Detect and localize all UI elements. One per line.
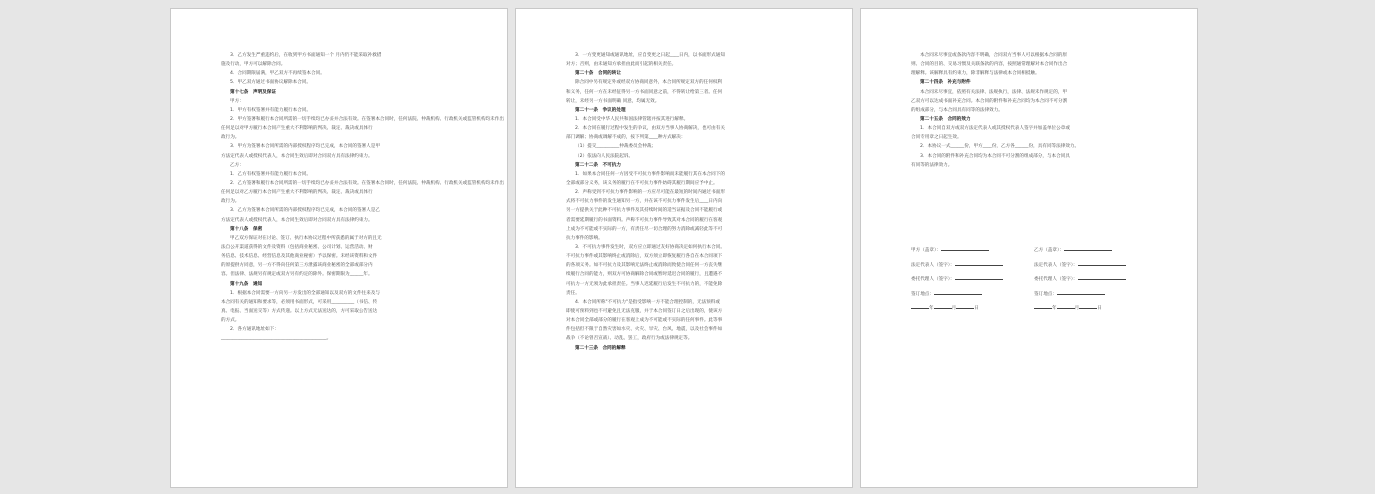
paragraph-line: 战争（不论曾否宣战）、动乱、罢工，政府行为或法律规定等。 (566, 336, 693, 342)
party-a-seal-label: 甲方（盖章）： (911, 248, 941, 253)
paragraph-line: （1）提交__________仲裁委员会仲裁； (575, 144, 657, 150)
paragraph-line: 部门调解；协商或调解不成的，按下列第____种方式解决： (566, 135, 686, 141)
paragraph-line: 法自公开渠道获得的文件及资料（包括商业秘密、公司计划、运营活动、财 (221, 244, 373, 250)
paragraph-line: 的方式。 (221, 318, 240, 324)
paragraph-line: 不可抗力事件或其影响终止或消除后，双方须立即恢复履行各自在本合同项下 (566, 254, 723, 260)
article-heading: 第二十条 合同的转让 (575, 71, 621, 77)
paragraph-line: 3．乙方发生严重违约后，在收到甲方书面通知一个 月内仍不能采取补救措 (230, 53, 382, 58)
paragraph-line: 政行为。 (221, 135, 240, 141)
paragraph-line: 件包括但不限于自然灾害如水灾、火灾、旱灾、台风、地震，以及社会事件如 (566, 327, 723, 333)
paragraph-line: 务信息、技术信息、经营信息及其他商业秘密）予以保密。未经该资料和文件 (221, 254, 378, 260)
paragraph-line: 1．如果本合同任何一方因受不可抗力事件影响而未能履行其在本合同下的 (575, 171, 725, 177)
paragraph-line: 理解释。该解释具有约束力，除非解释与法律或本合同相抵触。 (911, 71, 1040, 77)
article-heading: 第二十三条 合同的解释 (575, 345, 626, 351)
paragraph-line: 即使可预料到也不可避免且无法克服，并于本合同签订日之后出现的，使该方 (566, 308, 723, 314)
paragraph-line: 任何足以对乙方履行本合同产生重大不利影响的判决、裁定、裁决或具体行 (221, 190, 373, 196)
paragraph-line: 续履行合同的能力，则双方可协商解除合同或暂时延迟合同的履行，且遭遇不 (566, 272, 723, 278)
paragraph-line: 另一方提供关于此种不可抗力事件及其持续时间的适当证据及合同不能履行或 (566, 208, 723, 214)
paragraph-line: 2．各方通讯地址如下： (230, 327, 279, 333)
date-year-label: 年 (929, 306, 934, 312)
paragraph-line: 合同专用章之日起生效。 (911, 135, 962, 141)
paragraph-line: 抗力事件的影响。 (566, 235, 603, 241)
paragraph-line: 3．一方变更通知或通讯地址，应自变更之日起____日内，以书面形式通知 (575, 53, 725, 58)
article-heading: 第十九条 通知 (230, 281, 263, 287)
paragraph-line: 对本合同全部或部分的履行在客观上成为不可能或不实际的任何事件。此等事 (566, 318, 723, 324)
paragraph-line: 甲方： (230, 98, 244, 104)
date-month-label: 月 (1074, 306, 1080, 312)
paragraph-line: 乙双方可以达成书面补充合同。本合同的附件和补充合同均为本合同不可分割 (911, 98, 1068, 104)
document-page-2 (515, 8, 853, 488)
paragraph-line: 4．本合同所称"不可抗力"是指受影响一方不能合理控制的，无法预料或 (575, 299, 720, 305)
article-heading: 第十七条 声明及保证 (230, 89, 276, 95)
party-b-seal-label: 乙方（盖章）： (1034, 248, 1064, 253)
paragraph-line: 3．甲方为签署本合同所需的内部授权程序均已完成，本合同的签署人是甲 (230, 144, 380, 150)
page-3-body (911, 51, 1149, 170)
party-b-place-label: 签订地点： (1034, 291, 1057, 297)
paragraph-line: 除合同中另有规定外或经双方协商同意外，本合同所规定双方的任何权利 (575, 80, 723, 86)
paragraph-line: 1．本合同自双方或双方法定代表人或其授权代表人签字并加盖单位公章或 (920, 126, 1070, 132)
paragraph-line: 者需要延期履行的书面资料。声称不可抗力事件导致其对本合同的履行在客观 (566, 217, 723, 223)
paragraph-line: 3．不可抗力事件发生时，双方应立即通过友好协商决定如何执行本合同。 (575, 244, 725, 250)
paragraph-line: 方法定代表人或授权代表人，本合同生效后即对合同双方具有法律约束力。 (221, 217, 373, 223)
paragraph-line: 2．甲方签署和履行本合同所需的一切手续均已办妥并合法有效。在签署本合同时，任何法院、仲裁机构、行政机关或监管机构均未作出 (230, 116, 504, 122)
paragraph-line: 1．乙方有权签署并有能力履行本合同。 (230, 171, 312, 177)
page-2-body (566, 51, 804, 353)
paragraph-line: 2．乙方签署和履行本合同所需的一切手续均已办妥并合法有效。在签署本合同时，任何法院、仲裁机构、行政机关或监管机构均未作出 (230, 180, 504, 186)
paragraph-line: 2．本合同在履行过程中发生的争议，由双方当事人协商解决，也可由有关 (575, 126, 725, 132)
date-row (911, 302, 1157, 317)
paragraph-line: 有同等的法律效力。 (911, 162, 953, 168)
signature-row (911, 244, 1157, 259)
signature-row (911, 273, 1157, 288)
paragraph-line: 本合同未尽事宜，依照有关法律、法规执行，法律、法规未作规定的，甲 (920, 89, 1068, 95)
paragraph-line: 2．本协议一式______份，甲方____份，乙方各______份，具有同等法律效力。 (920, 144, 1080, 150)
page-1-body (221, 51, 504, 344)
article-heading: 第二十五条 合同的效力 (920, 116, 971, 122)
paragraph-line: 和义务，任何一方在未经征得另一方书面同意之前，不得转让给第三者。任何 (566, 89, 723, 95)
paragraph-line: 3．乙方为签署本合同所需的内部授权程序均已完成，本合同的签署人是乙 (230, 208, 380, 214)
document-page-1 (170, 8, 508, 488)
paragraph-line: 真、电报、当面送交等）方式传递。以上方式无法送达的，方可采取公告送达 (221, 308, 378, 314)
paragraph-line: 1．根据本合同需要一方向另一方发出的全部通知以及双方的文件往来及与 (230, 290, 380, 296)
paragraph-line: 则、合同的目的、交易习惯及关联条款的内容，按照通常理解对本合同作出合 (911, 62, 1068, 68)
party-a-agent-label: 委托代理人（签字）： (911, 277, 955, 283)
date-day-label: 日 (974, 306, 979, 312)
paragraph-line: 责任。 (566, 290, 580, 296)
article-heading: 第二十二条 不可抗力 (575, 162, 621, 168)
paragraph-line: 本合同有关的通知和要求等，必须用书面形式，可采用__________（书信、传 (221, 299, 378, 305)
paragraph-line: 方法定代表人或授权代表人，本合同生效后即对合同双方具有法律约束力。 (221, 153, 373, 159)
paragraph-line: 2．声称受到不可抗力事件影响的一方应尽可能在最短的时间内通过书面形 (575, 190, 725, 196)
paragraph-line: 式将不可抗力事件的发生通知另一方，并在该不可抗力事件发生后____日内向 (566, 199, 723, 205)
paragraph-line: 的各项义务。如不可抗力及其影响无法终止或消除而致使合同任何一方丧失继 (566, 263, 723, 269)
party-b-rep-label: 法定代表人（签字）： (1034, 262, 1078, 268)
paragraph-line: 本合同未尽事宜或条款内容不明确，合同双方当事人可以根据本合同的原 (920, 53, 1068, 58)
party-a-place-label: 签订地点： (911, 291, 934, 297)
paragraph-line: 任何足以对甲方履行本合同产生重大不利影响的判决、裁定、裁决或具体行 (221, 126, 373, 132)
party-a-rep-label: 法定代表人（签字）： (911, 262, 955, 268)
article-heading: 第十八条 保密 (230, 226, 263, 232)
signature-row (911, 288, 1157, 303)
paragraph-line: 1．甲方有权签署并有能力履行本合同。 (230, 107, 312, 113)
paragraph-line: 4．合同期限届满，甲乙双方不再续签本合同。 (230, 71, 325, 77)
paragraph-line: 甲乙双方保证对在讨论、签订、执行本协议过程中所获悉的属于对方的且无 (230, 235, 382, 241)
paragraph-line: 施及行动，甲方可以解除合同。 (221, 62, 286, 68)
paragraph-line: 的原提供方同意，另一方不得向任何第三方泄露该商业秘密的全部或部分内 (221, 263, 373, 269)
paragraph-line: 对方；否则，由未通知方承担由此而引起的相关责任。 (566, 62, 677, 68)
signature-row (911, 259, 1157, 274)
article-heading: 第二十一条 争议的处理 (575, 107, 626, 113)
signature-block (911, 244, 1157, 317)
date-month-label: 月 (951, 306, 957, 312)
paragraph-line: ______________________________________________。 (221, 336, 332, 342)
paragraph-line: 容。但法律、法规另有规定或双方另有约定的除外。保密期限为______年。 (221, 272, 373, 278)
document-page-3 (860, 8, 1198, 488)
paragraph-line: （2）依法向人民法院起诉。 (575, 153, 634, 159)
paragraph-line: 5．甲乙双方通过书面协议解除本合同。 (230, 80, 312, 86)
paragraph-line: 3．本合同的附件和补充合同均为本合同不可分割的组成部分，与本合同具 (920, 153, 1070, 159)
paragraph-line: 1．本合同受中华人民共和国法律管辖并按其进行解释。 (575, 116, 689, 122)
party-b-agent-label: 委托代理人（签字）： (1034, 277, 1078, 283)
paragraph-line: 政行为。 (221, 199, 240, 205)
date-day-label: 日 (1097, 306, 1102, 312)
paragraph-line: 上成为不可能或不实际的一方，有责任尽一切合理的努力消除或减轻此等不可 (566, 226, 723, 232)
date-year-label: 年 (1052, 306, 1057, 312)
article-heading: 第二十四条 补充与附件 (920, 80, 971, 86)
paragraph-line: 全部或部分义务，该义务的履行在不可抗力事件妨碍其履行期间应予中止。 (566, 180, 718, 186)
paragraph-line: 的组成部分，与本合同具有同等的法律效力。 (911, 107, 1003, 113)
paragraph-line: 乙方： (230, 162, 244, 168)
paragraph-line: 转让，未经另一方书面明确 同意，均属无效。 (566, 98, 660, 104)
paragraph-line: 可抗力一方无须为此承担责任。当事人迟延履行后发生不可抗力的，不能免除 (566, 281, 723, 287)
